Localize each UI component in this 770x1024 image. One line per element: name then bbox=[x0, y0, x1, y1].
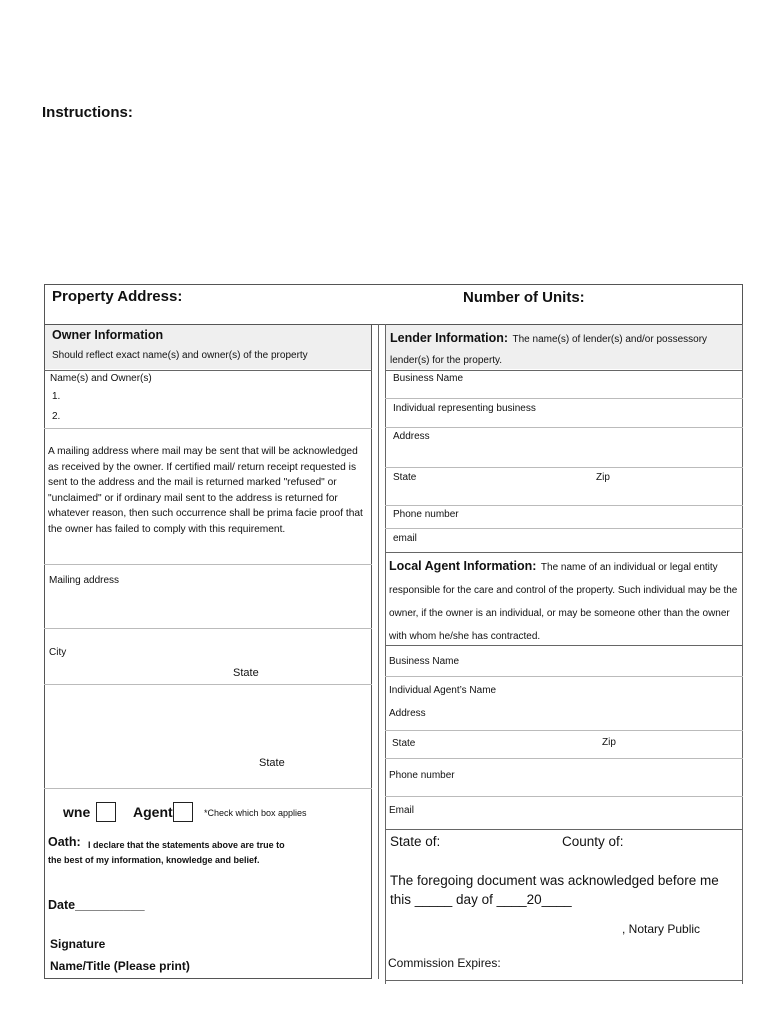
owner-checkbox-label: wne bbox=[63, 804, 91, 820]
agent-description: The name of an individual or legal entity responsible for the care and control of the property. Such individual may be the owner, if the owner is an individual, or may be someone other than the owner with whom he/she has contracted. bbox=[389, 562, 738, 642]
owner-state-field-1[interactable]: State bbox=[233, 667, 259, 679]
agent-name-field[interactable]: Individual Agent’s Name bbox=[389, 685, 497, 696]
lender-description: The name(s) of lender(s) and/or possessory lender(s) for the property. bbox=[390, 334, 708, 366]
owner-subtitle: Should reflect exact name(s) and owner(s) of the property bbox=[52, 350, 308, 361]
lender-state-field[interactable]: State bbox=[393, 472, 417, 483]
agent-email-field[interactable]: Email bbox=[389, 805, 415, 816]
agent-checkbox-label: Agent bbox=[133, 804, 173, 820]
instructions-heading: Instructions: bbox=[42, 104, 133, 121]
agent-zip-field[interactable]: Zip bbox=[602, 737, 616, 748]
agent-phone-field[interactable]: Phone number bbox=[389, 770, 455, 781]
county-of-field[interactable]: County of: bbox=[562, 834, 624, 849]
agent-address-field[interactable]: Address bbox=[389, 708, 426, 719]
oath-label: Oath: bbox=[48, 835, 81, 849]
agent-header-block bbox=[389, 555, 743, 647]
number-of-units-label: Number of Units: bbox=[463, 289, 585, 306]
commission-expires-field[interactable]: Commission Expires: bbox=[388, 956, 501, 970]
check-which-note: *Check which box applies bbox=[204, 808, 307, 818]
name-title-field[interactable]: Name/Title (Please print) bbox=[50, 959, 190, 973]
lender-zip-field[interactable]: Zip bbox=[596, 472, 610, 483]
acknowledgment-text: The foregoing document was acknowledged before me this _____ day of ____20____ bbox=[390, 873, 719, 907]
lender-title-block bbox=[390, 328, 740, 370]
lender-individual-field[interactable]: Individual representing business bbox=[393, 403, 536, 414]
owner-checkbox[interactable] bbox=[96, 802, 116, 822]
lender-title: Lender Information: bbox=[390, 331, 509, 345]
owner-title: Owner Information bbox=[52, 328, 164, 342]
names-owners-label: Name(s) and Owner(s) bbox=[50, 373, 152, 384]
mailing-address-field[interactable]: Mailing address bbox=[49, 575, 120, 586]
date-field[interactable]: Date__________ bbox=[48, 898, 145, 912]
signature-field[interactable]: Signature bbox=[50, 937, 106, 951]
city-field[interactable]: City bbox=[49, 647, 67, 658]
owner-state-field-2[interactable]: State bbox=[259, 757, 285, 769]
lender-business-name-field[interactable]: Business Name bbox=[393, 373, 464, 384]
owner-name-2-field[interactable]: 2. bbox=[52, 411, 61, 422]
owner-name-1-field[interactable]: 1. bbox=[52, 391, 61, 402]
agent-state-field[interactable]: State bbox=[392, 738, 416, 749]
lender-email-field[interactable]: email bbox=[393, 533, 417, 544]
lender-phone-field[interactable]: Phone number bbox=[393, 509, 459, 520]
agent-business-name-field[interactable]: Business Name bbox=[389, 656, 460, 667]
oath-text: I declare that the statements above are true to the best of my information, knowledge and belief. bbox=[48, 840, 285, 865]
mailing-requirement-paragraph: A mailing address where mail may be sent that will be acknowledged as received by the owner. If certified mail/ return receipt requested is sent to the address and the mail is returned marked "refused" or "unclaimed" or if ordinary mail sent to the address is returned for whatever reason, then such occurrence shall be prima facie proof that the owner has failed to comply with this requirement. bbox=[48, 446, 363, 535]
property-address-label: Property Address: bbox=[52, 288, 183, 305]
lender-address-field[interactable]: Address bbox=[393, 431, 430, 442]
state-of-field[interactable]: State of: bbox=[390, 834, 441, 849]
notary-public-field[interactable]: , Notary Public bbox=[622, 922, 701, 936]
agent-title: Local Agent Information: bbox=[389, 559, 537, 573]
agent-checkbox[interactable] bbox=[173, 802, 193, 822]
